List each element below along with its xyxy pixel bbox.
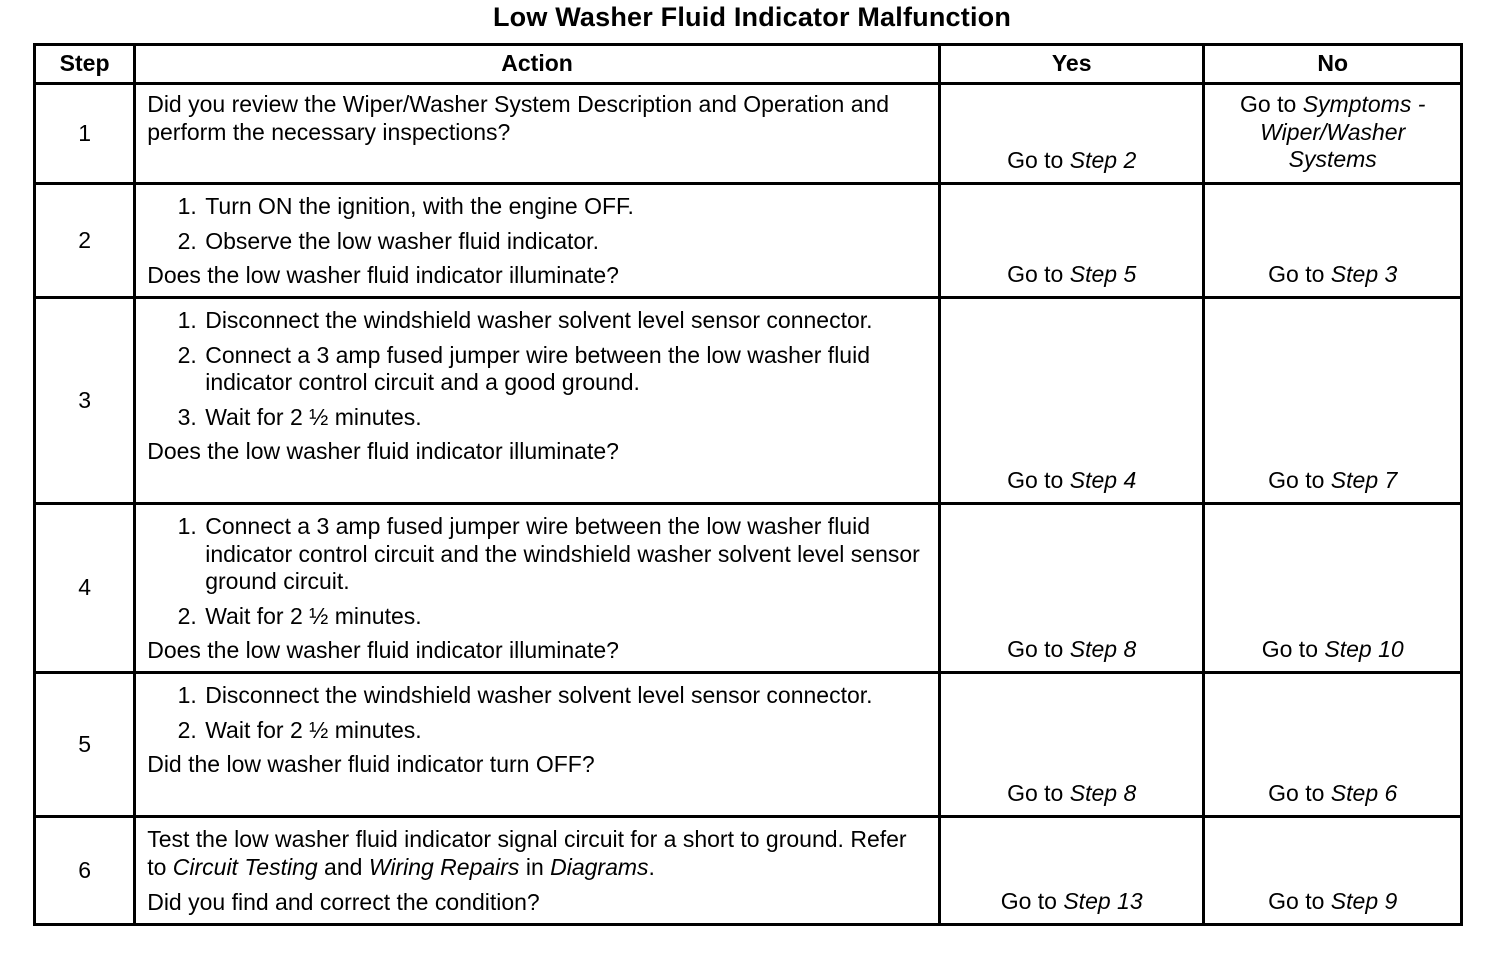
- step-number: 4: [35, 504, 135, 673]
- action-cell: [135, 504, 940, 673]
- action-step: 1. Disconnect the windshield washer solvent level sensor connector.: [203, 682, 928, 710]
- yes-target: Step 4: [1069, 467, 1137, 494]
- action-step: 3. Wait for 2 ½ minutes.: [203, 404, 928, 432]
- page-title: Low Washer Fluid Indicator Malfunction: [492, 2, 1012, 32]
- table-row: [35, 298, 1462, 504]
- action-question: Did you find and correct the condition?: [147, 889, 540, 916]
- action-step: 1. Connect a 3 amp fused jumper wire between the low washer fluid indicator control circuit and the windshield washer solvent level sensor ground circuit.: [203, 513, 928, 596]
- no-cell: [1204, 298, 1462, 504]
- test-line: Test the low washer fluid indicator signal circuit for a short to ground.: [147, 825, 844, 852]
- action-step: 2. Connect a 3 amp fused jumper wire between the low washer fluid indicator control circuit and a good ground.: [203, 342, 928, 397]
- action-question: Did the low washer fluid indicator turn OFF?: [147, 751, 595, 778]
- table-row: [35, 672, 1462, 816]
- yes-cell: [939, 298, 1204, 504]
- step-number: 2: [35, 184, 135, 298]
- action-instruction: [147, 826, 928, 881]
- yes-prefix: Go to: [1000, 888, 1064, 915]
- action-question: Did you review the Wiper/Washer System Description and Operation and perform the necessary inspections?: [147, 91, 890, 145]
- reference-wiring-repairs: Wiring Repairs: [368, 853, 520, 880]
- yes-target: Step 5: [1069, 261, 1137, 288]
- no-target: Symptoms - Wiper/Washer Systems: [1260, 91, 1426, 173]
- yes-cell: [939, 184, 1204, 298]
- step-number: 1: [35, 84, 135, 184]
- action-question: Does the low washer fluid indicator illuminate?: [147, 637, 619, 664]
- step-number: 6: [35, 816, 135, 924]
- action-step: 1. Turn ON the ignition, with the engine OFF.: [203, 193, 928, 221]
- yes-cell: [939, 672, 1204, 816]
- yes-target: Step 8: [1069, 636, 1137, 663]
- yes-cell: [939, 84, 1204, 184]
- yes-prefix: Go to: [1007, 636, 1070, 663]
- header-row: [35, 45, 1462, 84]
- step-number: 5: [35, 672, 135, 816]
- yes-prefix: Go to: [1007, 780, 1070, 807]
- action-steps: [147, 513, 928, 630]
- action-cell: [135, 816, 940, 924]
- header-action: Action: [135, 45, 940, 84]
- no-prefix: Go to: [1268, 888, 1331, 915]
- step-number: 3: [35, 298, 135, 504]
- no-cell: [1204, 504, 1462, 673]
- reference-diagrams: Diagrams: [550, 853, 649, 880]
- no-prefix: Go to: [1240, 91, 1303, 117]
- no-cell: [1204, 184, 1462, 298]
- no-cell: [1204, 816, 1462, 924]
- no-prefix: Go to: [1268, 261, 1331, 288]
- yes-prefix: Go to: [1007, 467, 1070, 494]
- header-no: No: [1204, 45, 1462, 84]
- table-row: [35, 504, 1462, 673]
- table-row: [35, 184, 1462, 298]
- no-target: Step 6: [1330, 780, 1398, 807]
- table-row: [35, 816, 1462, 924]
- no-target: Step 10: [1324, 636, 1404, 663]
- yes-prefix: Go to: [1007, 147, 1070, 174]
- and-text: and: [317, 853, 369, 880]
- action-steps: [147, 682, 928, 744]
- action-step: 2. Observe the low washer fluid indicator.: [203, 228, 928, 256]
- no-target: Step 3: [1330, 261, 1398, 288]
- no-target: Step 9: [1330, 888, 1398, 915]
- period-text: .: [648, 853, 655, 880]
- action-question: Does the low washer fluid indicator illuminate?: [147, 438, 619, 465]
- in-text: in: [519, 853, 551, 880]
- action-question: Does the low washer fluid indicator illuminate?: [147, 262, 619, 289]
- yes-target: Step 8: [1069, 780, 1137, 807]
- action-cell: [135, 298, 940, 504]
- yes-cell: [939, 504, 1204, 673]
- no-target: Step 7: [1330, 467, 1398, 494]
- yes-target: Step 2: [1069, 147, 1137, 174]
- no-prefix: Go to: [1268, 780, 1331, 807]
- yes-target: Step 13: [1063, 888, 1143, 915]
- no-prefix: Go to: [1268, 467, 1331, 494]
- no-cell: [1204, 672, 1462, 816]
- action-cell: [135, 84, 940, 184]
- action-step: 2. Wait for 2 ½ minutes.: [203, 717, 928, 745]
- diagnostic-table: [33, 43, 1463, 926]
- header-step: Step: [35, 45, 135, 84]
- action-steps: [147, 193, 928, 255]
- refer-text: Refer to: [147, 825, 907, 880]
- action-step: 1. Disconnect the windshield washer solvent level sensor connector.: [203, 307, 928, 335]
- action-step: 2. Wait for 2 ½ minutes.: [203, 603, 928, 631]
- yes-cell: [939, 816, 1204, 924]
- action-steps: [147, 307, 928, 431]
- no-prefix: Go to: [1261, 636, 1325, 663]
- action-cell: [135, 184, 940, 298]
- no-cell: [1204, 84, 1462, 184]
- reference-circuit-testing: Circuit Testing: [172, 853, 318, 880]
- action-cell: [135, 672, 940, 816]
- yes-prefix: Go to: [1007, 261, 1070, 288]
- table-row: [35, 84, 1462, 184]
- header-yes: Yes: [939, 45, 1204, 84]
